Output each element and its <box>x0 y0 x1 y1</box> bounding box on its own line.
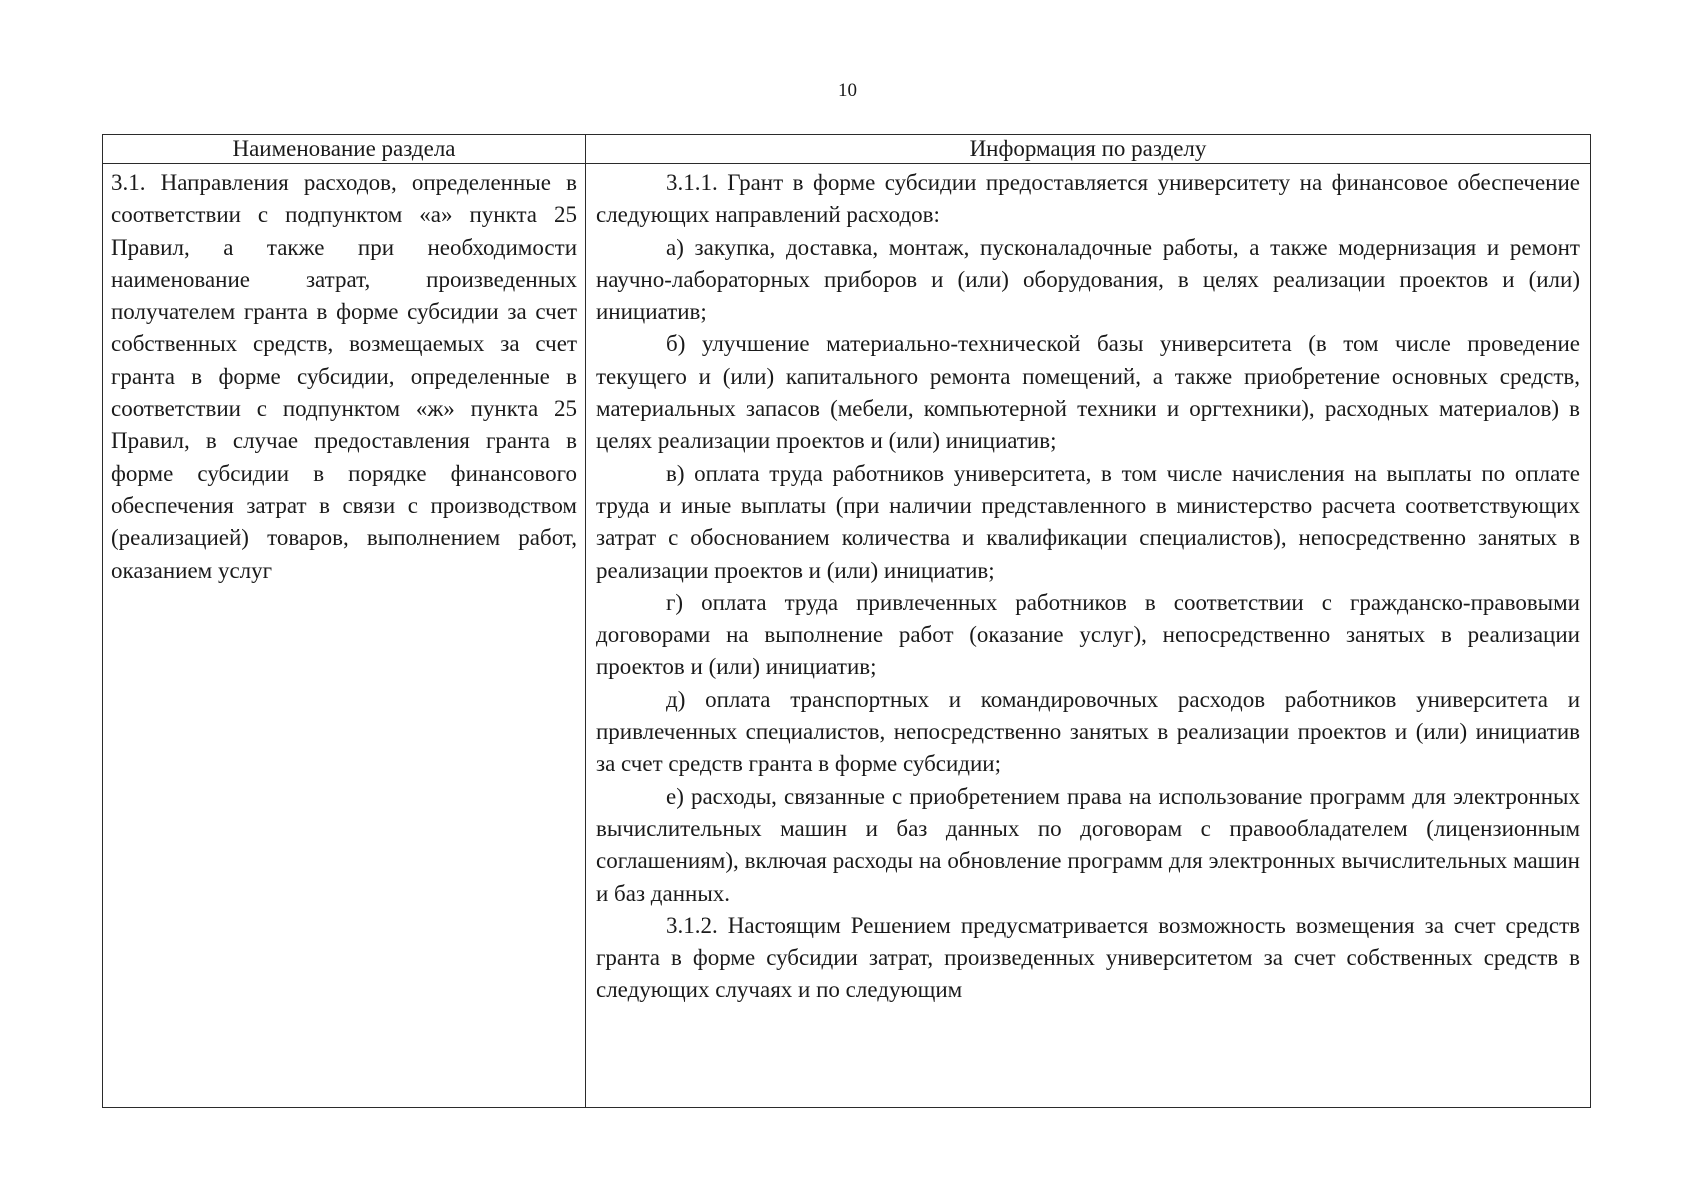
paragraph-item-b: б) улучшение материально-технической базы университета (в том числе проведение текущего и (или) капитального ремонта помещений, а также приобретение основных средств, материальных запасов (мебели, компьютерной техники и оргтехники), расходных материалов) в целях реализации проектов и (или) инициатив; <box>596 331 1580 454</box>
paragraph-item-g: г) оплата труда привлеченных работников в соответствии с гражданско-правовыми договорами на выполнение работ (оказание услуг), непосредственно занятых в реализации проектов и (или) инициатив; <box>596 589 1580 680</box>
page-number: 10 <box>838 80 857 101</box>
paragraph-3-1-1: 3.1.1. Грант в форме субсидии предоставляется университету на финансовое обеспечение следующих направлений расходов: <box>596 170 1580 228</box>
section-info-cell <box>586 164 1591 1108</box>
section-name-cell: 3.1. Направления расходов, определенные в соответствии с подпунктом «а» пункта 25 Правил, а также при необходимости наименование затрат, произведенных получателем гранта в форме субсидии за счет собственных средств, возмещаемых за счет гранта в форме субсидии, определенные в соответствии с подпунктом «ж» пункта 25 Правил, в случае предоставления гранта в форме субсидии в порядке финансового обеспечения затрат в связи с производством (реализацией) товаров, выполнением работ, оказанием услуг <box>103 164 586 1108</box>
paragraph-3-1-2: 3.1.2. Настоящим Решением предусматривается возможность возмещения за счет средств гранта в форме субсидии затрат, произведенных университетом за счет собственных средств в следующих случаях и по следующим <box>596 912 1580 1003</box>
column-header-section-name: Наименование раздела <box>103 135 586 164</box>
column-header-section-info: Информация по разделу <box>586 135 1591 164</box>
paragraph-item-d: д) оплата транспортных и командировочных расходов работников университета и привлеченных специалистов, непосредственно занятых в реализации проектов и (или) инициатив за счет средств гранта в форме субсидии; <box>596 686 1580 777</box>
section-info-table <box>102 134 1591 1108</box>
table-row <box>103 164 1591 1108</box>
paragraph-item-a: а) закупка, доставка, монтаж, пусконаладочные работы, а также модернизация и ремонт научно-лабораторных приборов и (или) оборудования, в целях реализации проектов и (или) инициатив; <box>596 234 1580 325</box>
paragraph-item-e: е) расходы, связанные с приобретением права на использование программ для электронных вычислительных машин и баз данных по договорам с правообладателем (лицензионным соглашениям), включая расходы на обновление программ для электронных вычислительных машин и баз данных. <box>596 783 1580 906</box>
paragraph-item-v: в) оплата труда работников университета, в том числе начисления на выплаты по оплате труда и иные выплаты (при наличии представленного в министерство расчета соответствующих затрат с обоснованием количества и квалификации специалистов), непосредственно занятых в реализации проектов и (или) инициатив; <box>596 460 1580 583</box>
table-header-row <box>103 135 1591 164</box>
